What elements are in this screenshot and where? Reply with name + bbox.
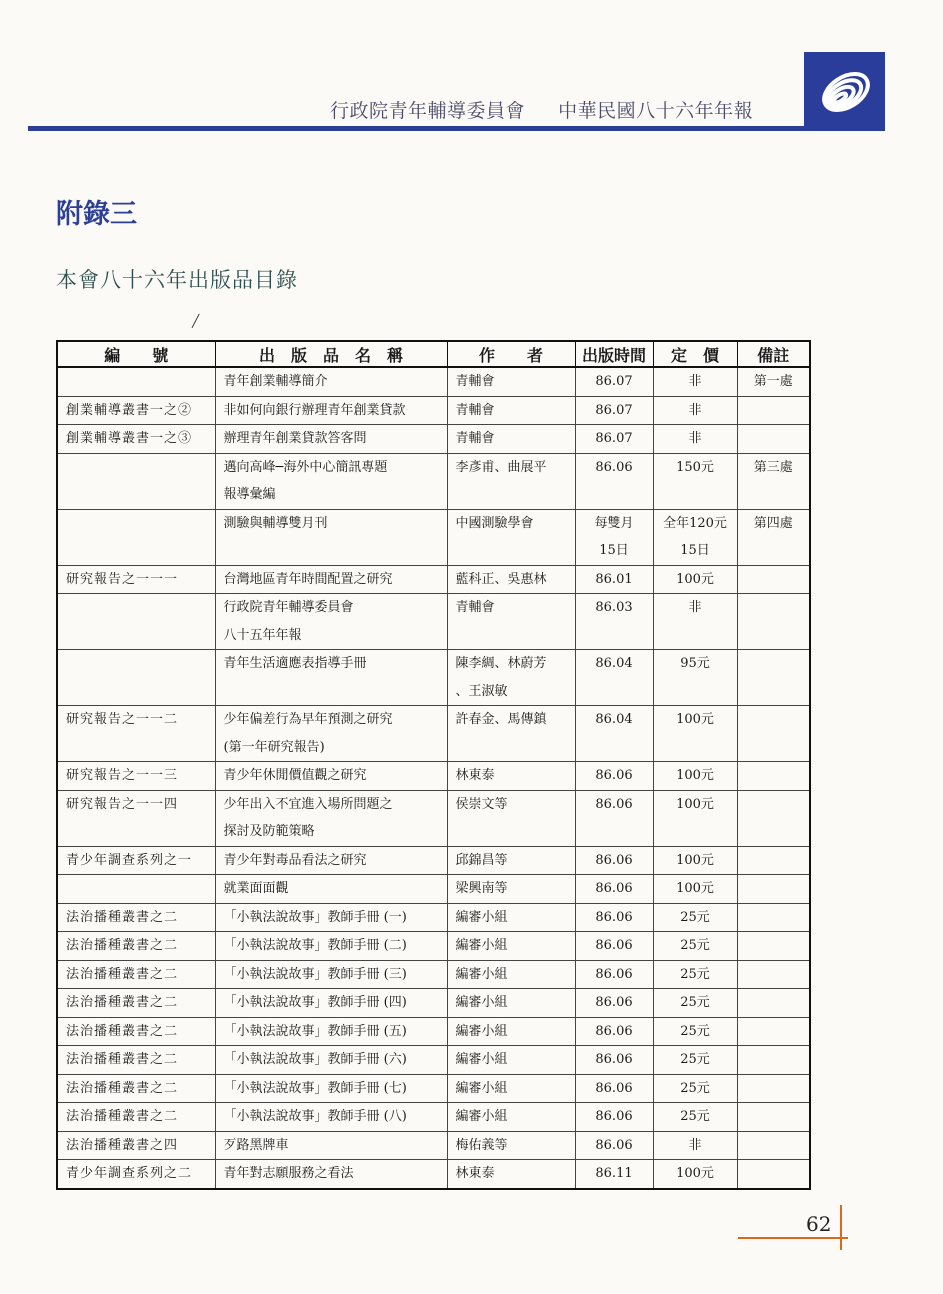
cell-date: 86.06 bbox=[575, 989, 653, 1018]
table-row bbox=[57, 1103, 810, 1132]
cell-note bbox=[737, 650, 810, 706]
cell-number: 研究報告之一一一 bbox=[57, 565, 215, 594]
cell-note bbox=[737, 1103, 810, 1132]
cell-note bbox=[737, 790, 810, 846]
cell-title: 「小執法說故事」教師手冊 (一) bbox=[215, 903, 447, 932]
cell-number bbox=[57, 875, 215, 904]
table-row bbox=[57, 932, 810, 961]
cell-date: 86.07 bbox=[575, 396, 653, 425]
cell-title: 「小執法說故事」教師手冊 (三) bbox=[215, 960, 447, 989]
cell-note bbox=[737, 932, 810, 961]
cell-title: 青年對志願服務之看法 bbox=[215, 1160, 447, 1189]
cell-date: 86.07 bbox=[575, 367, 653, 396]
cell-price: 100元 bbox=[653, 875, 737, 904]
cell-author: 青輔會 bbox=[447, 396, 575, 425]
cell-date: 86.06 bbox=[575, 1017, 653, 1046]
cell-number: 研究報告之一一四 bbox=[57, 790, 215, 846]
table-row bbox=[57, 1160, 810, 1189]
cell-note bbox=[737, 762, 810, 791]
table-row bbox=[57, 509, 810, 565]
table-row bbox=[57, 846, 810, 875]
cell-price: 非 bbox=[653, 425, 737, 454]
table-row bbox=[57, 989, 810, 1018]
cell-price: 150元 bbox=[653, 453, 737, 509]
cell-title: 青年創業輔導簡介 bbox=[215, 367, 447, 396]
cell-price: 25元 bbox=[653, 960, 737, 989]
table-row bbox=[57, 903, 810, 932]
col-header-number: 編 號 bbox=[57, 341, 215, 367]
cell-number: 法治播種叢書之二 bbox=[57, 932, 215, 961]
table-row bbox=[57, 1017, 810, 1046]
cell-date: 86.01 bbox=[575, 565, 653, 594]
cell-author: 編審小組 bbox=[447, 1103, 575, 1132]
cell-author: 邱錦昌等 bbox=[447, 846, 575, 875]
cell-date: 86.04 bbox=[575, 706, 653, 762]
cell-price: 非 bbox=[653, 396, 737, 425]
cell-title: 青年生活適應表指導手冊 bbox=[215, 650, 447, 706]
publications-table bbox=[56, 340, 811, 1190]
cell-title: 「小執法說故事」教師手冊 (五) bbox=[215, 1017, 447, 1046]
cell-note: 第四處 bbox=[737, 509, 810, 565]
cell-price: 25元 bbox=[653, 903, 737, 932]
col-header-date: 出版時間 bbox=[575, 341, 653, 367]
cell-price: 100元 bbox=[653, 565, 737, 594]
cell-date: 86.06 bbox=[575, 846, 653, 875]
cell-note bbox=[737, 1160, 810, 1189]
cell-author: 林東泰 bbox=[447, 762, 575, 791]
header-organization: 行政院青年輔導委員會 bbox=[330, 100, 526, 122]
cell-title: 辦理青年創業貸款答客問 bbox=[215, 425, 447, 454]
table-row bbox=[57, 762, 810, 791]
cell-number: 創業輔導叢書一之② bbox=[57, 396, 215, 425]
cell-note bbox=[737, 1074, 810, 1103]
cell-number: 創業輔導叢書一之③ bbox=[57, 425, 215, 454]
cell-number bbox=[57, 650, 215, 706]
table-row bbox=[57, 706, 810, 762]
cell-number: 研究報告之一一二 bbox=[57, 706, 215, 762]
cell-number: 法治播種叢書之二 bbox=[57, 1017, 215, 1046]
table-row bbox=[57, 425, 810, 454]
cell-title: 邁向高峰─海外中心簡訊專題 報導彙編 bbox=[215, 453, 447, 509]
cell-title: 非如何向銀行辦理青年創業貸款 bbox=[215, 396, 447, 425]
cell-note bbox=[737, 396, 810, 425]
cell-author: 編審小組 bbox=[447, 1046, 575, 1075]
cell-author: 編審小組 bbox=[447, 1074, 575, 1103]
header-rule bbox=[28, 126, 810, 131]
col-header-title: 出 版 品 名 稱 bbox=[215, 341, 447, 367]
cell-price: 25元 bbox=[653, 1017, 737, 1046]
cell-author: 許春金、馬傳鎮 bbox=[447, 706, 575, 762]
cell-note bbox=[737, 565, 810, 594]
header-title bbox=[330, 96, 800, 123]
cell-date: 86.06 bbox=[575, 932, 653, 961]
cell-note bbox=[737, 1046, 810, 1075]
cell-author: 中國測驗學會 bbox=[447, 509, 575, 565]
cell-title: 台灣地區青年時間配置之研究 bbox=[215, 565, 447, 594]
cell-number: 法治播種叢書之二 bbox=[57, 903, 215, 932]
cell-author: 李彥甫、曲展平 bbox=[447, 453, 575, 509]
cell-date: 86.06 bbox=[575, 1074, 653, 1103]
cell-date: 86.04 bbox=[575, 650, 653, 706]
table-row bbox=[57, 1131, 810, 1160]
page-number-horizontal-rule bbox=[738, 1237, 848, 1239]
cell-date: 86.07 bbox=[575, 425, 653, 454]
cell-date: 每雙月 15日 bbox=[575, 509, 653, 565]
cell-author: 梁興南等 bbox=[447, 875, 575, 904]
header-report: 中華民國八十六年年報 bbox=[558, 100, 754, 122]
cell-number bbox=[57, 453, 215, 509]
cell-number bbox=[57, 509, 215, 565]
cell-date: 86.03 bbox=[575, 594, 653, 650]
cell-number: 法治播種叢書之二 bbox=[57, 1046, 215, 1075]
cell-note bbox=[737, 846, 810, 875]
table-row bbox=[57, 650, 810, 706]
cell-author: 編審小組 bbox=[447, 932, 575, 961]
table-body bbox=[57, 367, 810, 1189]
cell-title: 行政院青年輔導委員會 八十五年年報 bbox=[215, 594, 447, 650]
page-number-vertical-rule bbox=[840, 1205, 842, 1250]
cell-number: 法治播種叢書之二 bbox=[57, 989, 215, 1018]
table-row bbox=[57, 453, 810, 509]
cell-price: 100元 bbox=[653, 762, 737, 791]
cell-price: 非 bbox=[653, 1131, 737, 1160]
cell-title: 少年出入不宜進入場所問題之 探討及防範策略 bbox=[215, 790, 447, 846]
cell-author: 編審小組 bbox=[447, 989, 575, 1018]
cell-number: 青少年調查系列之一 bbox=[57, 846, 215, 875]
cell-title: 「小執法說故事」教師手冊 (四) bbox=[215, 989, 447, 1018]
cell-note: 第三處 bbox=[737, 453, 810, 509]
cell-number: 研究報告之一一三 bbox=[57, 762, 215, 791]
cell-date: 86.06 bbox=[575, 1103, 653, 1132]
cell-title: 「小執法說故事」教師手冊 (二) bbox=[215, 932, 447, 961]
cell-author: 梅佑義等 bbox=[447, 1131, 575, 1160]
cell-title: 「小執法說故事」教師手冊 (六) bbox=[215, 1046, 447, 1075]
cell-title: 歹路黑牌車 bbox=[215, 1131, 447, 1160]
cell-price: 100元 bbox=[653, 1160, 737, 1189]
col-header-author: 作 者 bbox=[447, 341, 575, 367]
table-row bbox=[57, 790, 810, 846]
page-number: 62 bbox=[806, 1212, 832, 1236]
cell-title: 「小執法說故事」教師手冊 (八) bbox=[215, 1103, 447, 1132]
cell-price: 100元 bbox=[653, 790, 737, 846]
cell-price: 非 bbox=[653, 367, 737, 396]
cell-number: 青少年調查系列之二 bbox=[57, 1160, 215, 1189]
cell-author: 編審小組 bbox=[447, 903, 575, 932]
appendix-title: 附錄三 bbox=[56, 199, 137, 230]
rings-logo-icon bbox=[804, 52, 885, 131]
col-header-price: 定 價 bbox=[653, 341, 737, 367]
stray-mark: ╱ bbox=[192, 314, 200, 328]
cell-date: 86.06 bbox=[575, 903, 653, 932]
cell-number: 法治播種叢書之四 bbox=[57, 1131, 215, 1160]
cell-author: 編審小組 bbox=[447, 960, 575, 989]
cell-date: 86.06 bbox=[575, 960, 653, 989]
col-header-note: 備註 bbox=[737, 341, 810, 367]
table-row bbox=[57, 960, 810, 989]
cell-note bbox=[737, 989, 810, 1018]
appendix-subtitle: 本會八十六年出版品目錄 bbox=[56, 268, 298, 292]
cell-number: 法治播種叢書之二 bbox=[57, 960, 215, 989]
cell-number bbox=[57, 367, 215, 396]
table-row bbox=[57, 1046, 810, 1075]
cell-title: 「小執法說故事」教師手冊 (七) bbox=[215, 1074, 447, 1103]
cell-note bbox=[737, 425, 810, 454]
cell-author: 藍科正、吳惠林 bbox=[447, 565, 575, 594]
cell-price: 25元 bbox=[653, 989, 737, 1018]
cell-note bbox=[737, 594, 810, 650]
cell-price: 100元 bbox=[653, 846, 737, 875]
table-row bbox=[57, 594, 810, 650]
cell-date: 86.06 bbox=[575, 453, 653, 509]
cell-price: 95元 bbox=[653, 650, 737, 706]
cell-price: 非 bbox=[653, 594, 737, 650]
table-row bbox=[57, 565, 810, 594]
cell-author: 青輔會 bbox=[447, 594, 575, 650]
cell-date: 86.06 bbox=[575, 1046, 653, 1075]
cell-date: 86.06 bbox=[575, 875, 653, 904]
cell-note bbox=[737, 706, 810, 762]
cell-note bbox=[737, 960, 810, 989]
table-row bbox=[57, 1074, 810, 1103]
cell-author: 青輔會 bbox=[447, 425, 575, 454]
cell-note bbox=[737, 1017, 810, 1046]
cell-title: 少年偏差行為早年預測之研究 (第一年研究報告) bbox=[215, 706, 447, 762]
cell-price: 25元 bbox=[653, 1103, 737, 1132]
cell-note bbox=[737, 1131, 810, 1160]
cell-title: 測驗與輔導雙月刊 bbox=[215, 509, 447, 565]
cell-author: 侯崇文等 bbox=[447, 790, 575, 846]
cell-title: 就業面面觀 bbox=[215, 875, 447, 904]
cell-price: 25元 bbox=[653, 1046, 737, 1075]
cell-date: 86.06 bbox=[575, 762, 653, 791]
cell-author: 林東泰 bbox=[447, 1160, 575, 1189]
cell-title: 青少年休閒價值觀之研究 bbox=[215, 762, 447, 791]
cell-note: 第一處 bbox=[737, 367, 810, 396]
table-row bbox=[57, 875, 810, 904]
cell-price: 全年120元 15日 bbox=[653, 509, 737, 565]
table-row bbox=[57, 367, 810, 396]
cell-date: 86.11 bbox=[575, 1160, 653, 1189]
cell-author: 青輔會 bbox=[447, 367, 575, 396]
cell-title: 青少年對毒品看法之研究 bbox=[215, 846, 447, 875]
cell-author: 陳李綢、林蔚芳 、王淑敏 bbox=[447, 650, 575, 706]
cell-price: 25元 bbox=[653, 1074, 737, 1103]
cell-date: 86.06 bbox=[575, 790, 653, 846]
table-header-row bbox=[57, 341, 810, 367]
cell-number: 法治播種叢書之二 bbox=[57, 1103, 215, 1132]
cell-note bbox=[737, 875, 810, 904]
cell-number bbox=[57, 594, 215, 650]
cell-date: 86.06 bbox=[575, 1131, 653, 1160]
table-row bbox=[57, 396, 810, 425]
cell-note bbox=[737, 903, 810, 932]
cell-price: 100元 bbox=[653, 706, 737, 762]
cell-number: 法治播種叢書之二 bbox=[57, 1074, 215, 1103]
cell-price: 25元 bbox=[653, 932, 737, 961]
cell-author: 編審小組 bbox=[447, 1017, 575, 1046]
